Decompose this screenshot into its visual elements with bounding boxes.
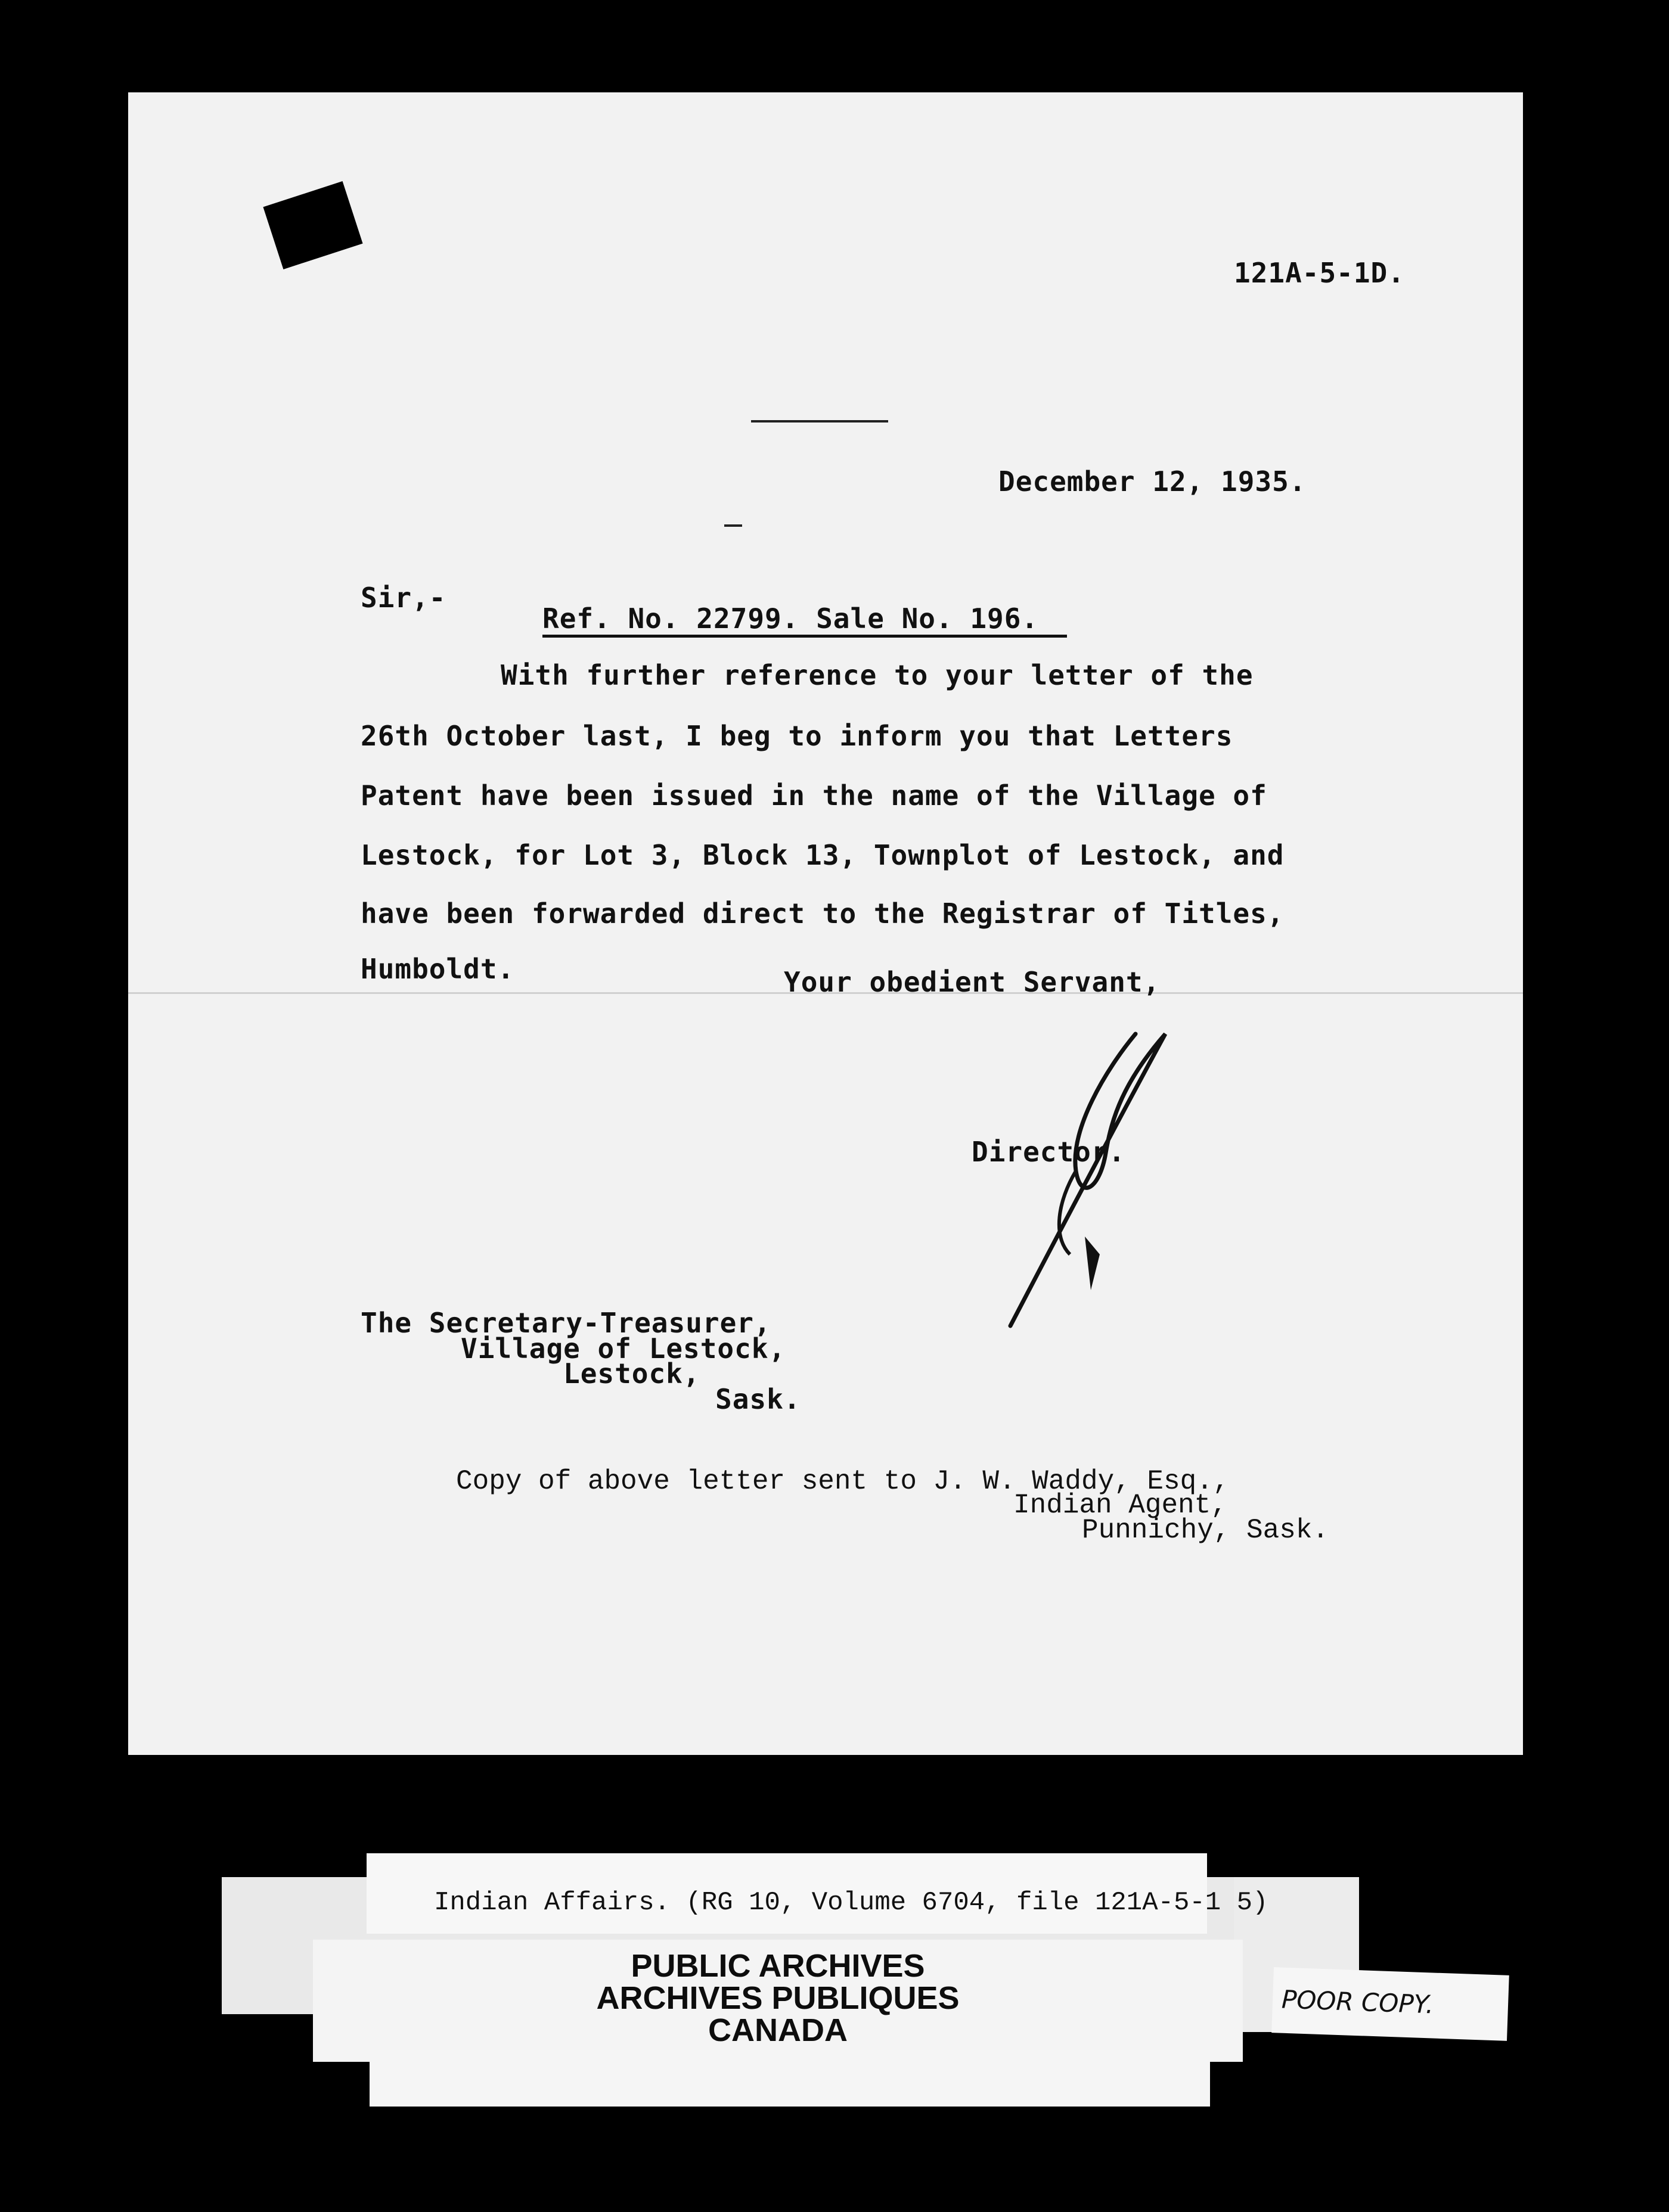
copy-note-line-2: Indian Agent, <box>1013 1490 1227 1521</box>
letter-page <box>128 92 1523 1755</box>
poor-copy-note: POOR COPY. <box>1281 1984 1435 2020</box>
body-line-6: Humboldt. <box>361 953 515 985</box>
file-number: 121A-5-1D. <box>1234 257 1405 289</box>
closing: Your obedient Servant, <box>784 966 1161 998</box>
copy-note-line-1: Copy of above letter sent to J. W. Waddy, Esq., <box>456 1466 1230 1497</box>
archives-stamp <box>313 1950 1243 2046</box>
archive-reference: Indian Affairs. (RG 10, Volume 6704, file 121A-5-1 5) <box>434 1888 1268 1918</box>
signer-title: Director. <box>972 1136 1126 1168</box>
addressee-line-4: Sask. <box>715 1383 801 1415</box>
subject-underline <box>542 635 1067 638</box>
body-line-5: have been forwarded direct to the Registrar of Titles, <box>361 897 1285 930</box>
addressee-line-3: Lestock, <box>563 1357 700 1390</box>
letter-date: December 12, 1935. <box>998 465 1307 498</box>
addressee-line-1: The Secretary-Treasurer, <box>361 1307 771 1339</box>
body-line-3: Patent have been issued in the name of the Village of <box>361 779 1267 812</box>
copy-note-line-3: Punnichy, Sask. <box>1082 1515 1329 1546</box>
addressee-line-2: Village of Lestock, <box>461 1332 786 1365</box>
body-line-2: 26th October last, I beg to inform you that Letters <box>361 720 1233 752</box>
archives-line-3: CANADA <box>708 2012 848 2048</box>
label-bottom-strip <box>370 2050 1210 2107</box>
salutation: Sir,- <box>361 582 446 614</box>
subject-line: Ref. No. 22799. Sale No. 196. <box>542 602 1039 635</box>
separator-mark <box>751 420 888 422</box>
tape-mark <box>263 181 362 269</box>
body-line-1: With further reference to your letter of the <box>501 659 1254 691</box>
archives-line-1: PUBLIC ARCHIVES <box>631 1948 925 1984</box>
archives-line-2: ARCHIVES PUBLIQUES <box>596 1980 960 2016</box>
stray-mark <box>724 524 742 527</box>
body-line-4: Lestock, for Lot 3, Block 13, Townplot of Lestock, and <box>361 839 1285 871</box>
